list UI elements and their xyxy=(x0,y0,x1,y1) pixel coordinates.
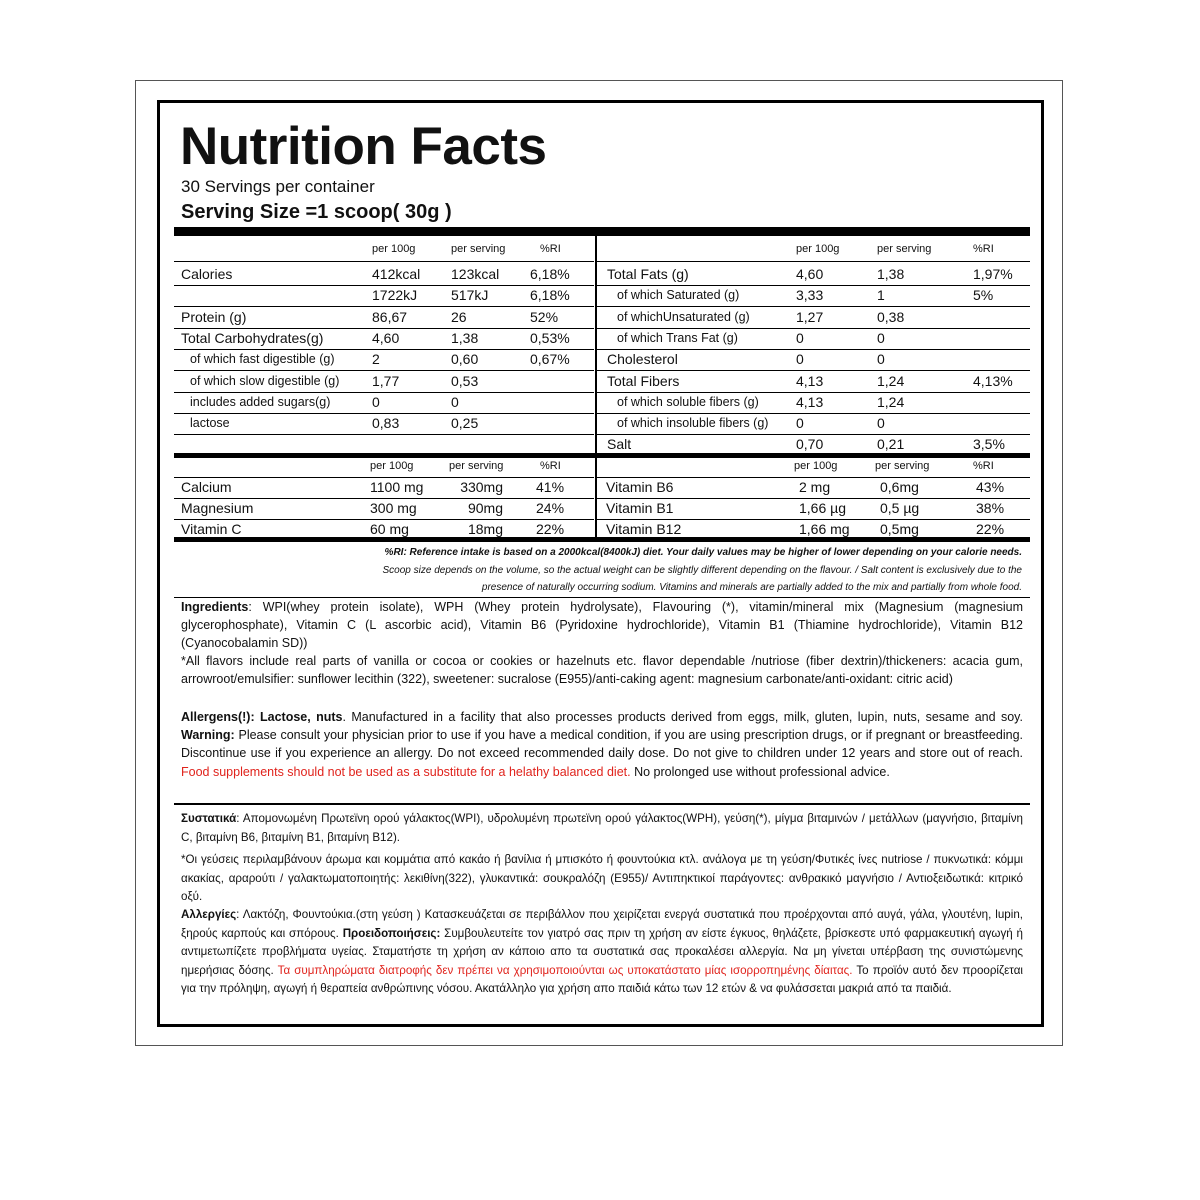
left-row-per100: 412kcal xyxy=(372,266,421,282)
minerals-right-header-per-serving: per serving xyxy=(875,460,930,472)
mineral-right-per100: 1,66 mg xyxy=(799,521,850,537)
sodium-note: presence of naturally occurring sodium. Vitamins and minerals are partially added to the mix and partially from whole food. xyxy=(481,582,1022,593)
left-row-per-serving: 0,25 xyxy=(451,415,479,431)
right-row-ri: 3,5% xyxy=(973,436,1005,452)
greek-ingredients-text: : Απομονωμένη Πρωτεϊνη ορού γάλακτος(WPI), υδρολυμένη πρωτεϊνη ορού γάλακτος(WPH), γεύση(*), μίγμα βιταμινών / μετάλλων (μαγνήσιο, βιταμίνη C, βιταμίνη B6, βιταμίνη B1, βιταμίνη B12). xyxy=(181,812,1023,844)
ri-note: %RI: Reference intake is based on a 2000kcal(8400kJ) diet. Your daily values may be higher of lower depending on your calorie needs. xyxy=(384,547,1022,558)
right-row-name: Total Fibers xyxy=(607,373,680,389)
left-row-per100: 2 xyxy=(372,351,380,367)
right-row-per100: 1,27 xyxy=(796,309,824,325)
greek-allergens-label: Αλλεργίες xyxy=(181,908,237,921)
greek-warning-end-text: Το προϊόν αυτό δεν προορίζεται για την πρόληψη, αγωγή ή θεραπεία ανθρώπινης νόσου. Ακατάλληλο για χρήση απο παιδιά κάτω των 12 ετών & να φυλάσσεται μακριά από τα παιδιά. xyxy=(181,963,1023,996)
mineral-right-ri: 38% xyxy=(976,500,1005,516)
scoop-note: Scoop size depends on the volume, so the actual weight can be slightly different depending on the flavour. / Salt content is exclusively due to the xyxy=(382,565,1022,576)
right-header-ri: %RI xyxy=(973,243,994,255)
left-row-name: Protein (g) xyxy=(181,309,247,325)
greek-allergens-text: : Λακτόζη, Φουντούκια.(στη γεύση ) Κατασκευάζεται σε περιβάλλον που χειρίζεται ενεργά συστατικά που προέρχονται από αυγά, γάλα, γλουτένη, lupin, ξηρούς καρπούς και σπόρους. xyxy=(181,908,1023,940)
mineral-right-ri: 43% xyxy=(976,479,1005,495)
right-row-name: of which Trans Fat (g) xyxy=(617,331,738,345)
right-row-name: Cholesterol xyxy=(607,351,678,367)
language-rule xyxy=(174,803,1030,805)
ingredients-label: Ingredients xyxy=(181,600,249,614)
right-row-per-serving: 0,21 xyxy=(877,436,905,452)
warning-end-text: No prolonged use without professional advice. xyxy=(630,764,890,779)
left-row-per-serving: 0,53 xyxy=(451,373,479,389)
right-row-per-serving: 1,24 xyxy=(877,394,905,410)
right-row-name: of which Saturated (g) xyxy=(617,288,740,302)
right-row-per-serving: 1 xyxy=(877,287,885,303)
minerals-left-header-per100: per 100g xyxy=(370,460,414,472)
mineral-right-ri: 22% xyxy=(976,521,1005,537)
mineral-left-ri: 22% xyxy=(536,521,565,537)
right-row-name: of which soluble fibers (g) xyxy=(617,395,759,409)
greek-allergens xyxy=(181,906,1023,999)
mineral-left-name: Magnesium xyxy=(181,500,254,516)
right-row-name: Total Fats (g) xyxy=(607,266,689,282)
serving-size: Serving Size =1 scoop( 30g ) xyxy=(181,201,452,223)
left-row-name: Total Carbohydrates(g) xyxy=(181,330,324,346)
mineral-left-name: Vitamin C xyxy=(181,521,242,537)
mineral-left-per100: 1100 mg xyxy=(370,479,424,495)
left-header-per-serving: per serving xyxy=(451,243,506,255)
mineral-left-per-serving: 330mg xyxy=(460,479,503,495)
left-row-per100: 0,83 xyxy=(372,415,400,431)
greek-warning-text: Συμβουλευτείτε τον γιατρό σας πριν τη χρήση αν είστε έγκυος, θηλάζετε, βρίσκεστε υπό φαρμακευτική αγωγή ή αντιμετωπίζετε προβλήματα υγείας. Σταματήστε τη χρήση αν κάποιο απο τα συστατικά σας προκαλέσει αλλεργία. Να μη γίνεται υπέρβαση της συνιστώμενης ημερήσιας δόσης. xyxy=(181,926,1023,977)
english-flavors xyxy=(181,652,1023,688)
right-row-name: Salt xyxy=(607,436,632,452)
right-row-per100: 0 xyxy=(796,351,804,367)
left-row-ri: 6,18% xyxy=(530,287,570,303)
mineral-left-per100: 300 mg xyxy=(370,500,417,516)
greek-flavors xyxy=(181,851,1023,907)
minerals-left-header-ri: %RI xyxy=(540,460,561,472)
right-row-name: of whichUnsaturated (g) xyxy=(617,310,750,324)
right-row-per100: 4,13 xyxy=(796,373,824,389)
greek-ingredients xyxy=(181,810,1023,847)
left-row-name: Calories xyxy=(181,266,233,282)
left-row-per-serving: 517kJ xyxy=(451,287,489,303)
mineral-left-ri: 24% xyxy=(536,500,565,516)
warning-red-text: Food supplements should not be used as a substitute for a helathy balanced diet. xyxy=(181,764,631,779)
left-header-per100: per 100g xyxy=(372,243,416,255)
right-row-per-serving: 1,38 xyxy=(877,266,905,282)
left-row-rule xyxy=(174,370,594,371)
left-row-name: includes added sugars(g) xyxy=(190,395,331,409)
greek-ingredients-label: Συστατικά xyxy=(181,812,237,825)
mineral-right-per-serving: 0,5 µg xyxy=(880,500,920,516)
greek-flavors-text: *Οι γεύσεις περιλαμβάνουν άρωμα και κομμάτια από κακάο ή βανίλια ή μπισκότο ή φουντούκια κτλ. ανάλογα με τη γεύση/Φυτικές ίνες nutriose / πυκνωτικά: κόμμι ακακίας, αραρούτι / γαλακτωματοποιητής: λεκιθίνη(322), γλυκαντικά: σουκραλόζη (E955)/ Αντιπηκτικοί παράγοντες: ανθρακικό μαγνήσιο / Αντιοξειδωτικά: κιτρικό οξύ. xyxy=(181,853,1023,904)
right-row-per-serving: 0 xyxy=(877,330,885,346)
right-row-per-serving: 0 xyxy=(877,415,885,431)
allergens-label: Allergens(!): Lactose, nuts xyxy=(181,710,343,724)
left-row-per100: 1,77 xyxy=(372,373,400,389)
left-row-ri: 6,18% xyxy=(530,266,570,282)
mineral-left-ri: 41% xyxy=(536,479,565,495)
left-row-per-serving: 0 xyxy=(451,394,459,410)
left-row-per100: 4,60 xyxy=(372,330,400,346)
table-divider xyxy=(595,236,597,539)
flavors-text: *All flavors include real parts of vanilla or cocoa or cookies or hazelnuts etc. flavor dependable /nutriose (fiber dextrin)/thickeners: acacia gum, arrowroot/emulsifier: sunflower lecithin (322), sweetener: sucralose (E955)/anti-caking agent: magnesium carbonate/anti-oxidant: citric acid) xyxy=(181,654,1023,687)
left-row-rule xyxy=(174,306,594,307)
mineral-left-per-serving: 90mg xyxy=(467,500,503,516)
left-row-per-serving: 26 xyxy=(451,309,467,325)
left-row-name: of which slow digestible (g) xyxy=(190,374,340,388)
minerals-right-header-ri: %RI xyxy=(973,460,994,472)
warning-text: Please consult your physician prior to use if you have a medical condition, if you are using prescription drugs, or if pregnant or breastfeeding. Discontinue use if you experience an allergy. Do not exceed recommended daily dose. Do not give to children under 12 years and store out of reach. xyxy=(181,728,1023,761)
mineral-left-per100: 60 mg xyxy=(370,521,409,537)
mineral-right-name: Vitamin B6 xyxy=(606,479,674,495)
left-row-per100: 0 xyxy=(372,394,380,410)
mineral-right-per100: 2 mg xyxy=(799,479,831,495)
allergens-text: . Manufactured in a facility that also processes products derived from eggs, milk, gluten, lupin, nuts, sesame and soy. xyxy=(342,710,1023,724)
minerals-right-header-per100: per 100g xyxy=(794,460,838,472)
right-row-rule xyxy=(597,306,1030,307)
left-row-per100: 1722kJ xyxy=(372,287,418,303)
servings-per-container: 30 Servings per container xyxy=(181,177,375,196)
mineral-right-per100: 1,66 µg xyxy=(799,500,846,516)
right-row-per100: 0 xyxy=(796,415,804,431)
mineral-right-per-serving: 0,5mg xyxy=(880,521,919,537)
english-allergens xyxy=(181,708,1023,781)
right-row-per100: 3,33 xyxy=(796,287,824,303)
right-row-per100: 4,13 xyxy=(796,394,824,410)
right-row-ri: 5% xyxy=(973,287,994,303)
right-row-per100: 0,70 xyxy=(796,436,824,452)
greek-warning-red-text: Τα συμπληρώματα διατροφής δεν πρέπει να χρησιμοποιούνται ως υποκατάστατο μίας ισορροπημένης δίαιτας. xyxy=(277,963,853,977)
minerals-left-header-per-serving: per serving xyxy=(449,460,504,472)
right-row-rule xyxy=(597,370,1030,371)
english-ingredients xyxy=(181,598,1023,653)
right-row-per-serving: 1,24 xyxy=(877,373,905,389)
mineral-left-name: Calcium xyxy=(181,479,232,495)
left-table-end-rule xyxy=(174,434,594,435)
right-row-name: of which insoluble fibers (g) xyxy=(617,416,769,430)
right-row-per100: 4,60 xyxy=(796,266,824,282)
left-row-ri: 0,67% xyxy=(530,351,570,367)
right-row-per100: 0 xyxy=(796,330,804,346)
right-header-rule xyxy=(597,261,1030,262)
right-row-ri: 4,13% xyxy=(973,373,1013,389)
ingredients-text: : WPI(whey protein isolate), WPH (Whey protein hydrolysate), Flavouring (*), vitamin/mineral mix (Magnesium (magnesium glycerophosphate), Vitamin C (L ascorbic acid), Vitamin B6 (Pyridoxine hydrochloride), Vitamin B1 (Thiamine hydrochloride), Vitamin B12 (Cyanocobalamin SD)) xyxy=(181,600,1023,651)
mineral-right-name: Vitamin B12 xyxy=(606,521,682,537)
left-row-ri: 52% xyxy=(530,309,559,325)
left-header-ri: %RI xyxy=(540,243,561,255)
left-row-per-serving: 0,60 xyxy=(451,351,479,367)
warning-label: Warning: xyxy=(181,728,235,743)
right-row-ri: 1,97% xyxy=(973,266,1013,282)
right-row-per-serving: 0,38 xyxy=(877,309,905,325)
right-header-per-serving: per serving xyxy=(877,243,932,255)
right-row-per-serving: 0 xyxy=(877,351,885,367)
left-row-per-serving: 1,38 xyxy=(451,330,479,346)
left-row-name: of which fast digestible (g) xyxy=(190,352,335,366)
left-row-name: lactose xyxy=(190,416,230,430)
top-thick-rule xyxy=(174,227,1030,236)
left-row-per100: 86,67 xyxy=(372,309,408,325)
greek-warning-label: Προειδοποιήσεις: xyxy=(342,926,441,940)
left-row-per-serving: 123kcal xyxy=(451,266,500,282)
right-header-per100: per 100g xyxy=(796,243,840,255)
left-header-rule xyxy=(174,261,594,262)
page-title: Nutrition Facts xyxy=(180,117,547,176)
mineral-left-per-serving: 18mg xyxy=(467,521,503,537)
left-row-ri: 0,53% xyxy=(530,330,570,346)
mineral-right-name: Vitamin B1 xyxy=(606,500,674,516)
mineral-right-per-serving: 0,6mg xyxy=(880,479,919,495)
